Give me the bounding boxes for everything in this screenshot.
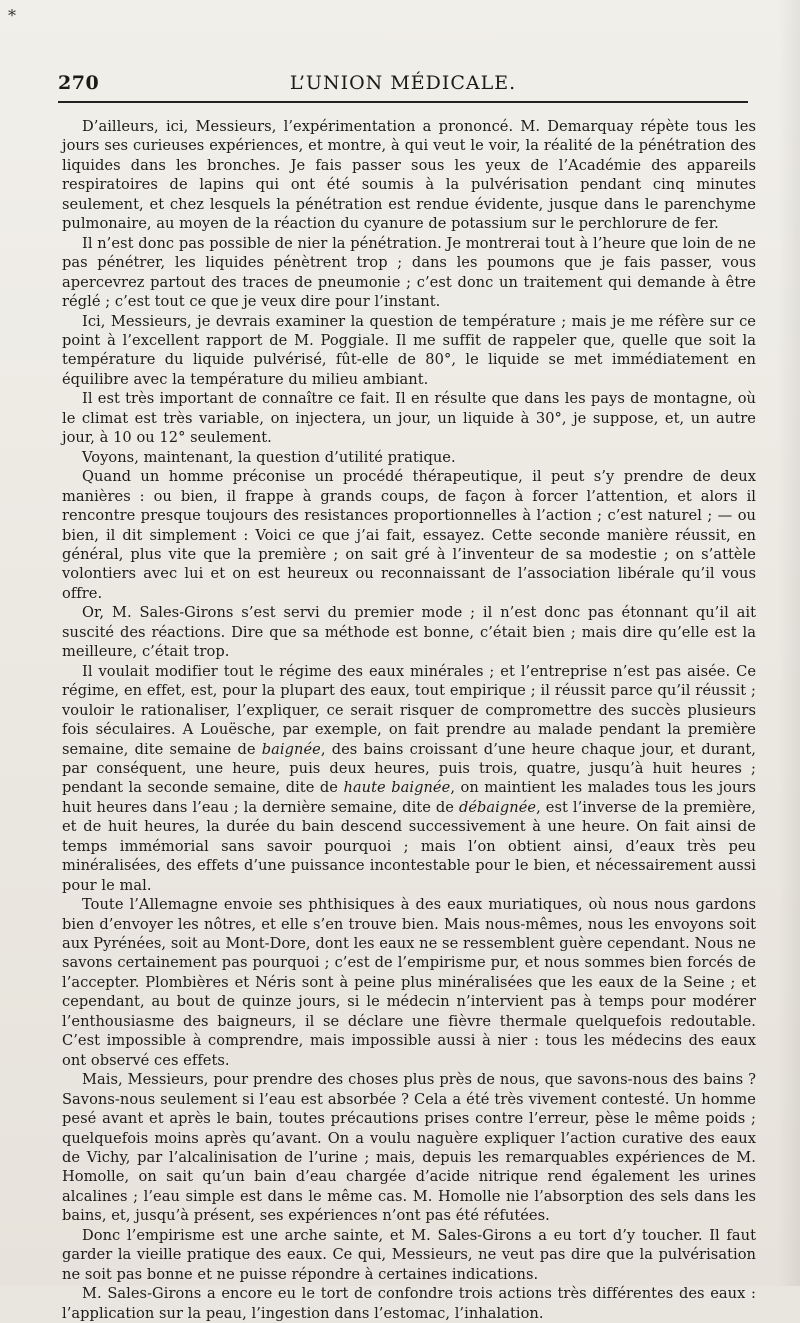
paragraph: D’ailleurs, ici, Messieurs, l’expérimentation a prononcé. M. Demarquay répète tous les jours ses curieuses expériences, et montre, à qui veut le voir, la réalité de la pénétration des liquides dans les bronches. Je fais passer sous les yeux de l’Académie des appareils respiratoires de lapins qui ont été soumis à la pulvérisation pendant cinq minutes seulement, et chez lesquels la pénétration est rendue évidente, jusque dans le parenchyme pulmonaire, au moyen de la réaction du cyanure de potassium sur le perchlorure de fer. [62,118,756,233]
running-head: L’UNION MÉDICALE. [289,72,517,94]
paragraph: M. Sales-Girons a encore eu le tort de confondre trois actions très différentes des eaux : l’application sur la peau, l’ingestion dans l’estomac, l’inhalation. [62,1285,756,1322]
margin-mark: * [8,6,16,25]
page-number: 270 [58,72,100,94]
page-header [58,72,748,100]
paragraph: Voyons, maintenant, la question d’utilité pratique. [82,448,456,466]
header-rule [58,101,748,103]
paragraph: Ici, Messieurs, je devrais examiner la question de température ; mais je me réfère sur ce point à l’excellent rapport de M. Poggiale. Il me suffit de rappeler que, quelle que soit la température du liquide pulvérisé, fût-elle de 80°, le liquide se met immédiatement en équilibre avec la température du milieu ambiant. [62,312,756,388]
paragraph: Or, M. Sales-Girons s’est servi du premier mode ; il n’est donc pas étonnant qu’il ait suscité des réactions. Dire que sa méthode est bonne, c’était bien ; mais dire qu’elle est la meilleure, c’était trop. [62,604,756,661]
paragraph: Il n’est donc pas possible de nier la pénétration. Je montrerai tout à l’heure que loin de ne pas pénétrer, les liquides pénètrent trop ; dans les poumons que je fais passer, vous apercevrez partout des traces de pneumonie ; c’est donc un traitement qui demande à être réglé ; c’est tout ce que je veux dire pour l’instant. [62,234,756,311]
body-text [62,117,756,1323]
paragraph-eaux-minerales: Il voulait modifier tout le régime des eaux minérales ; et l’entreprise n’est pas aisée. Ce régime, en effet, est, pour la plupart des eaux, tout empirique ; il réussit parce qu’il réussit ; vouloir le rationaliser, l’expliquer, ce serait risquer de compromettre des succès plusieurs fois séculaires. A Louësche, par exemple, on fait prendre au malade pendant la première semaine, dite semaine de baignée, des bains croissant d’une heure chaque jour, et durant, par conséquent, une heure, puis deux heures, puis trois, quatre, jusqu’à huit heures ; pendant la seconde semaine, dite de haute baignée, on maintient les malades tous les jours huit heures dans l’eau ; la dernière semaine, dite de débaignée, est l’inverse de la première, et de huit heures, la durée du bain descend successivement à une heure. On fait ainsi de temps immémorial sans savoir pourquoi ; mais l’on obtient ainsi, d’eaux très peu minéralisées, des effets d’une puissance incontestable pour le bien, et nécessairement aussi pour le mal. [62,662,757,894]
page-edge-shadow [778,0,800,1286]
paragraph: Donc l’empirisme est une arche sainte, et M. Sales-Girons a eu tort d’y toucher. Il faut garder la vieille pratique des eaux. Ce qui, Messieurs, ne veut pas dire que la pulvérisation ne soit pas bonne et ne puisse répondre à certaines indications. [62,1226,756,1283]
paragraph: Mais, Messieurs, pour prendre des choses plus près de nous, que savons-nous des bains ? Savons-nous seulement si l’eau est absorbée ? Cela a été très vivement contesté. Un homme pesé avant et après le bain, toutes précautions prises contre l’erreur, pèse le même poids ; quelquefois moins après qu’avant. On a voulu naguère expliquer l’action curative des eaux de Vichy, par l’alcalinisation de l’urine ; mais, depuis les remarquables expériences de M. Homolle, on sait qu’un bain d’eau chargée d’acide nitrique rend également les urines alcalines ; l’eau simple est dans le même cas. M. Homolle nie l’absorption des sels dans les bains, et, jusqu’à présent, ses expériences n’ont pas été réfutées. [62,1071,756,1225]
paragraph: Quand un homme préconise un procédé thérapeutique, il peut s’y prendre de deux manières : ou bien, il frappe à grands coups, de façon à forcer l’attention, et alors il rencontre presque toujours des resistances proportionnelles à l’action ; c’est naturel ; — ou bien, il dit simplement : Voici ce que j’ai fait, essayez. Cette seconde manière réussit, en général, plus vite que la première ; on sait gré à l’inventeur de sa modestie ; on s’attèle volontiers avec lui et on est heureux ou reconnaissant de l’association libérale qu’il vous offre. [62,468,756,602]
paragraph: Toute l’Allemagne envoie ses phthisiques à des eaux muriatiques, où nous nous gardons bien d’envoyer les nôtres, et elle s’en trouve bien. Mais nous-mêmes, nous les envoyons soit aux Pyrénées, soit au Mont-Dore, dont les eaux ne se ressemblent guère cependant. Nous ne savons certainement pas pourquoi ; c’est de l’empirisme pur, et nous sommes bien forcés de l’accepter. Plombières et Néris sont à peine plus minéralisées que les eaux de la Seine ; et cependant, au bout de quinze jours, si le médecin n’intervient pas à temps pour modérer l’enthousiasme des baigneurs, il se déclare une fièvre thermale quelquefois redoutable. C’est impossible à comprendre, mais impossible aussi à nier : tous les médecins des eaux ont observé ces effets. [62,896,756,1069]
paragraph: Il est très important de connaître ce fait. Il en résulte que dans les pays de montagne, où le climat est très variable, on injectera, un jour, un liquide à 30°, je suppose, et, un autre jour, à 10 ou 12° seulement. [62,390,756,447]
